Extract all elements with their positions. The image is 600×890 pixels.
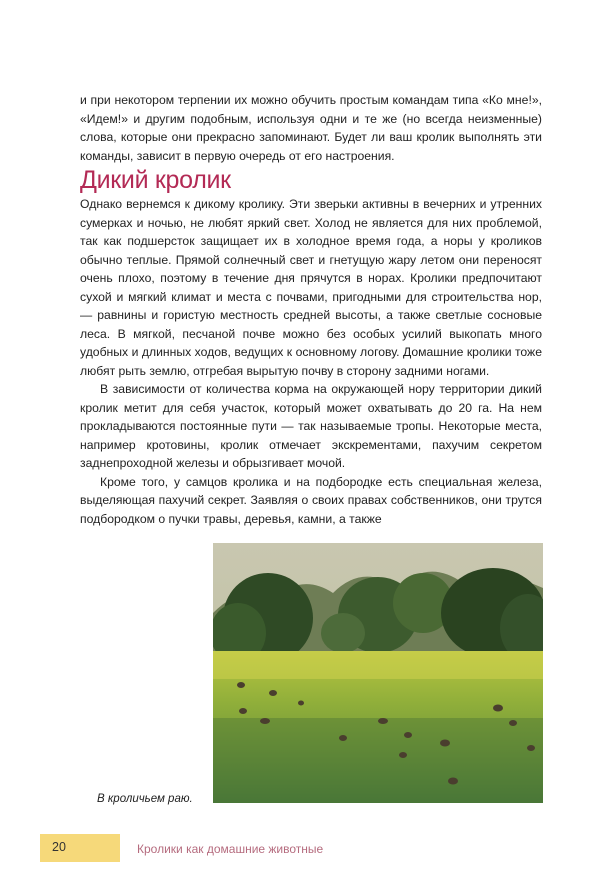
intro-text [80,91,542,165]
body-paragraph-1: Однако вернемся к дикому кролику. Эти зверьки активны в вечерних и утренних сумерках и ночью, не любят яркий свет. Холод не является для них проблемой, так как подшерсток защищает их в холодное время года, а норы у кроликов обычно теплые. Прямой солнечный свет и гнетущую жару летом они переносят очень плохо, поэтому в течение дня прячутся в норах. Кролики предпочитают сухой и мягкий климат и места с почвами, пригодными для строительства нор, — равнины и гористую местность средней высоты, а также светлые сосновые леса. В мягкой, песчаной почве можно без особых усилий выкопать много удобных и длинных ходов, ведущих к основному логову. Домашние кролики тоже любят рыть землю, отгребая вырытую почву в сторону задними ногами. [80,197,542,378]
body-paragraph-2: В зависимости от количества корма на окружающей нору территории дикий кролик метит для себя участок, который может охватывать до 20 га. На нем прокладываются постоянные пути — так называемые тропы. Некоторые места, например кротовины, кролик отмечает экскрементами, пахучим секретом заднепроходной железы и обрызгивает мочой. [80,382,542,470]
body-paragraph-3: Кроме того, у самцов кролика и на подбородке есть специальная железа, выделяющая пахучий секрет. Заявляя о своих правах собственников, они трутся подбородком о пучки травы, деревья, камни, а также [80,474,542,526]
section-heading: Дикий кролик [80,166,231,194]
intro-paragraph: и при некотором терпении их можно обучить простым командам типа «Ко мне!», «Идем!» и другим подобным, используя одни и те же (но всегда неизменные) слова, которые они прекрасно запоминают. Будет ли ваш кролик выполнять эти команды, зависит в первую очередь от его настроения. [80,93,542,163]
photo-caption: В кроличьем раю. [97,793,193,805]
rabbit-meadow-photo [213,543,543,803]
running-title: Кролики как домашние животные [137,842,324,856]
section-body [80,195,542,528]
page-number: 20 [52,840,66,854]
